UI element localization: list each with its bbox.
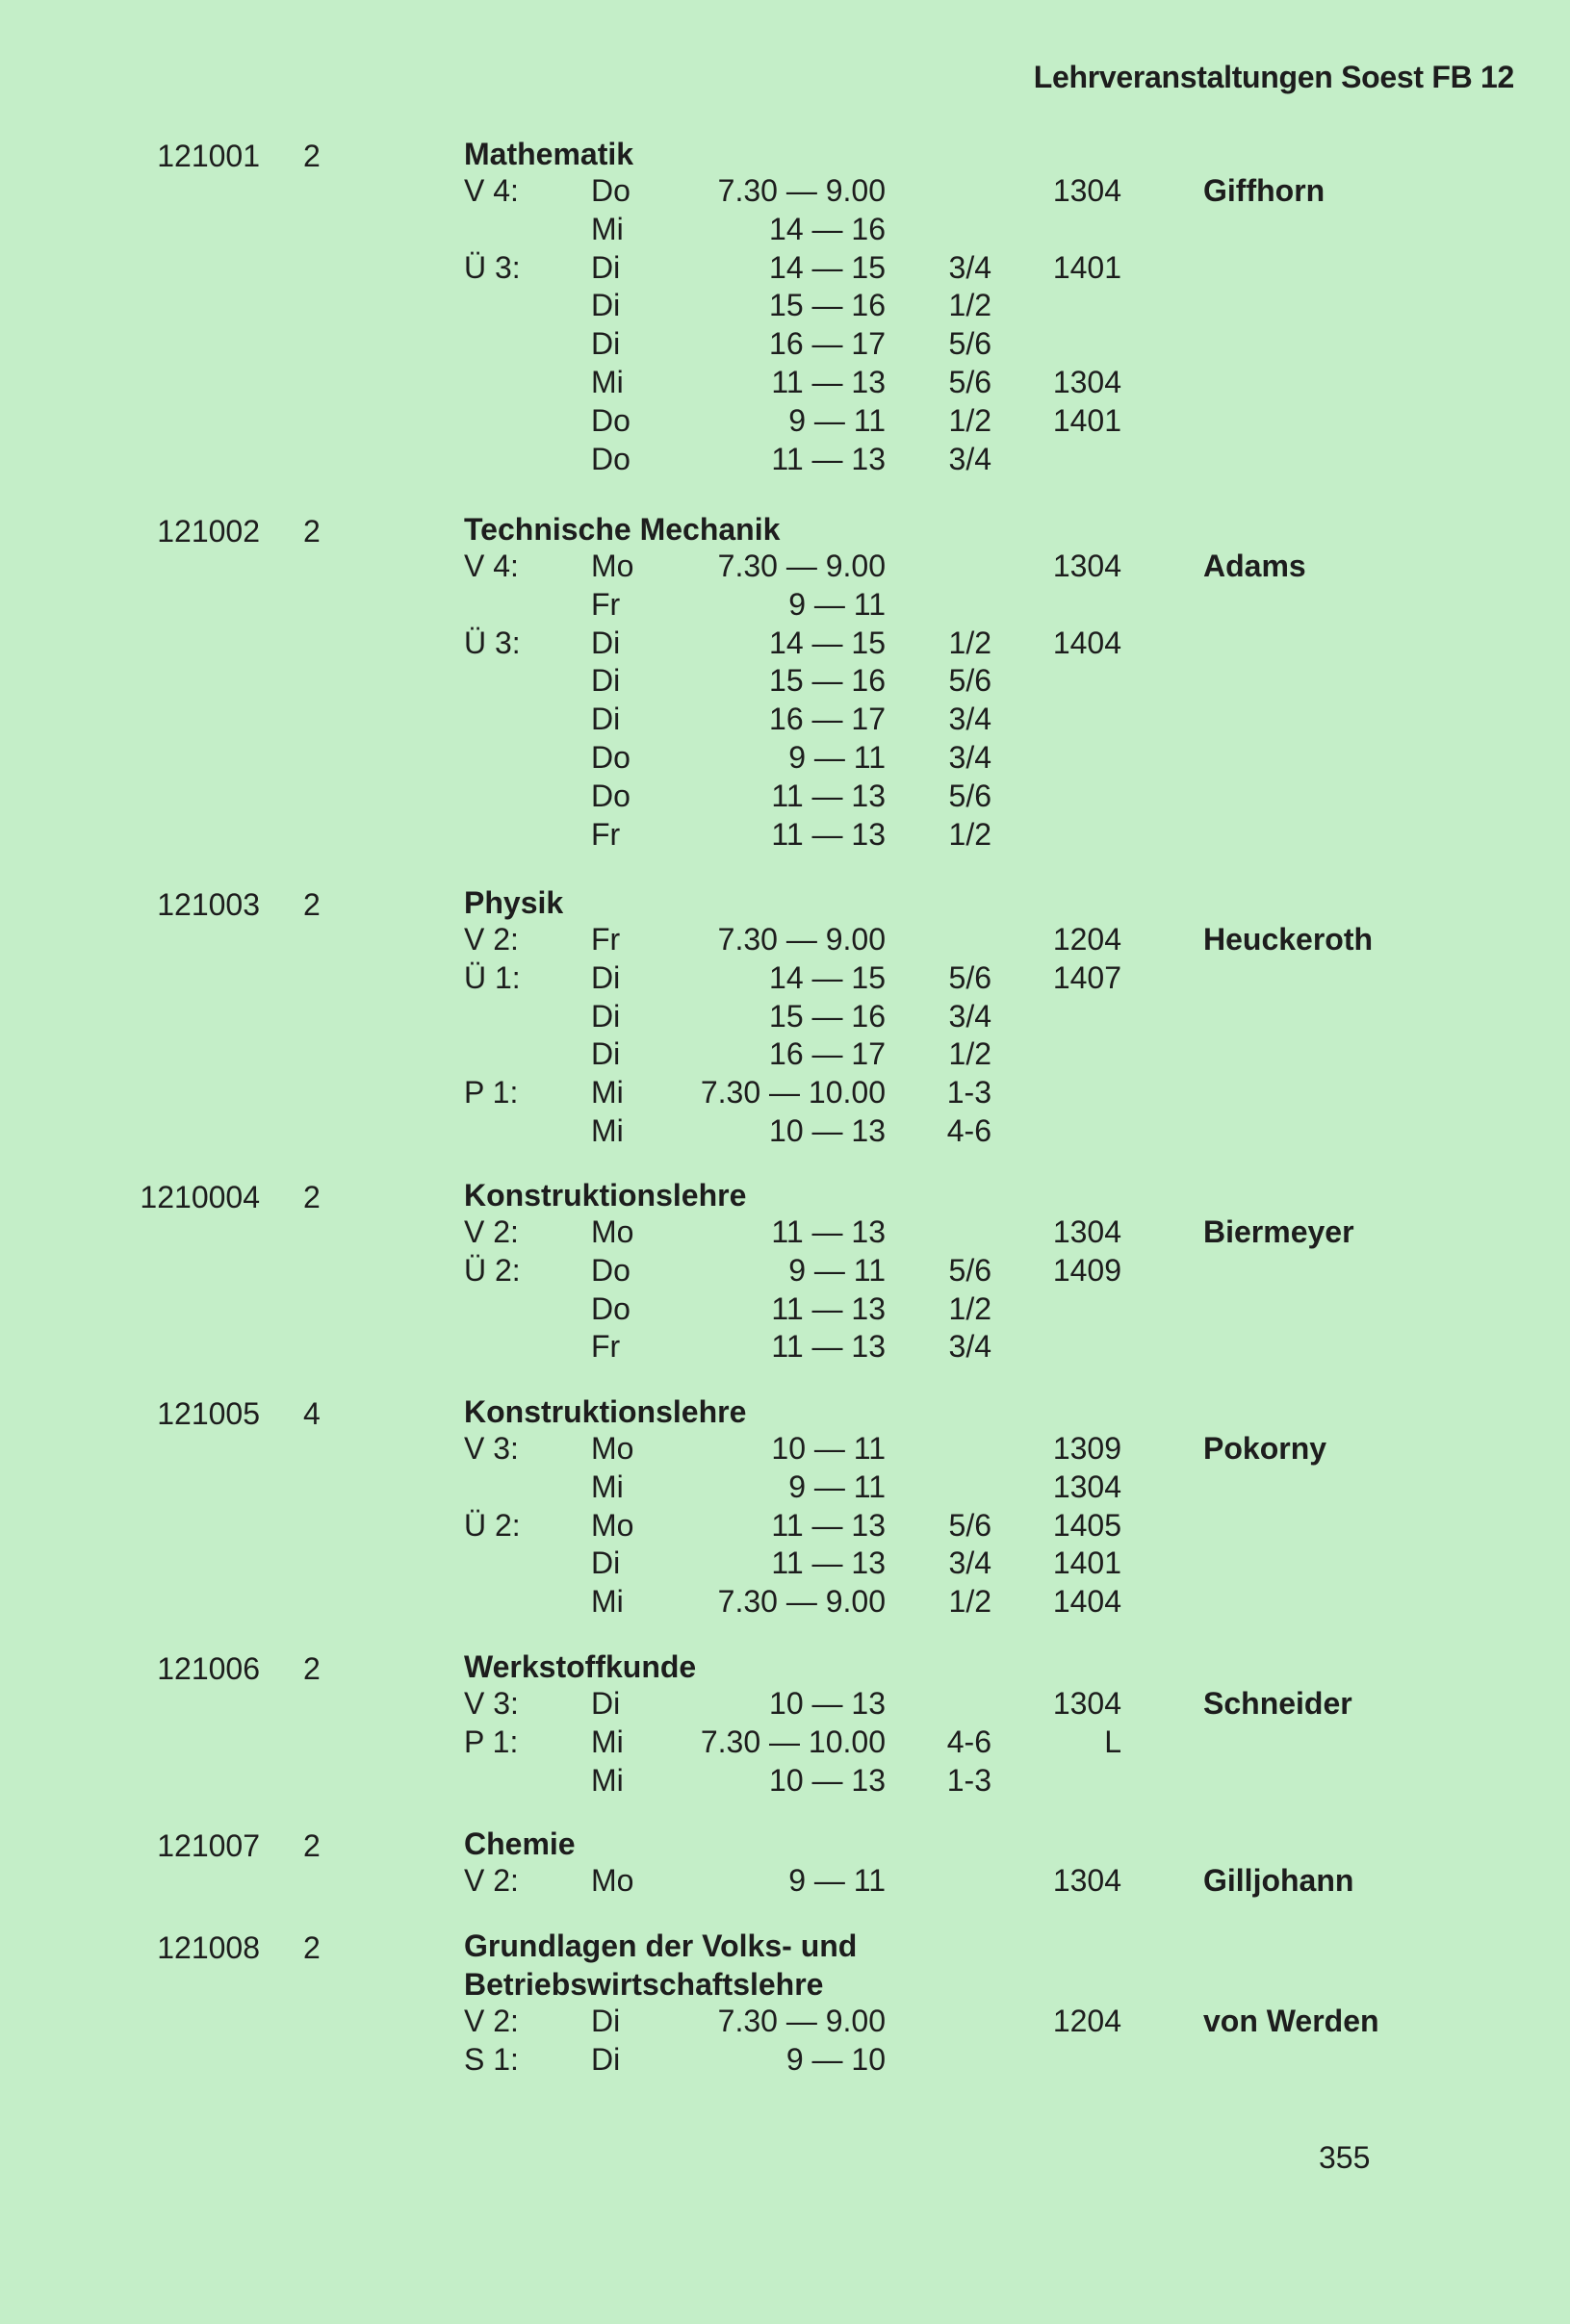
weekday: Do <box>591 441 631 476</box>
schedule-row <box>0 1329 1570 1367</box>
time-slot: 14 — 15 <box>769 249 886 285</box>
schedule-row <box>0 326 1570 365</box>
time-slot: 7.30 — 9.00 <box>717 1584 886 1620</box>
group-number: 5/6 <box>948 959 991 995</box>
schedule-row <box>0 2004 1570 2042</box>
session-type: Ü 3: <box>464 625 521 660</box>
time-slot: 15 — 16 <box>769 663 886 699</box>
schedule-row <box>0 2042 1570 2081</box>
schedule-row <box>0 702 1570 740</box>
time-slot: 7.30 — 10.00 <box>700 1075 886 1111</box>
weekday: Do <box>591 402 631 438</box>
weekday: Di <box>591 288 621 323</box>
time-slot: 7.30 — 9.00 <box>717 549 886 583</box>
time-slot: 7.30 — 9.00 <box>717 173 886 208</box>
course-title: Physik <box>464 885 564 920</box>
session-type: V 3: <box>464 1686 519 1721</box>
time-slot: 9 — 11 <box>788 402 886 438</box>
weekday: Mi <box>591 1584 624 1620</box>
schedule-row <box>0 817 1570 856</box>
page-header: Lehrveranstaltungen Soest FB 12 <box>1033 60 1514 94</box>
schedule-row <box>0 1508 1570 1546</box>
schedule-row <box>0 1763 1570 1801</box>
weekday: Fr <box>591 816 621 852</box>
weekday: Mi <box>591 1762 624 1798</box>
weekday: Di <box>591 1545 621 1581</box>
weekday: Mo <box>591 1431 634 1466</box>
time-slot: 11 — 13 <box>771 1214 886 1249</box>
weekday: Mo <box>591 549 634 583</box>
schedule-row <box>0 212 1570 250</box>
schedule-row <box>0 1291 1570 1330</box>
session-type: S 1: <box>464 2041 519 2077</box>
course-credits: 2 <box>303 139 321 173</box>
session-type: V 4: <box>464 173 519 208</box>
time-slot: 9 — 11 <box>788 1252 886 1288</box>
weekday: Do <box>591 740 631 775</box>
session-type: Ü 1: <box>464 959 521 995</box>
time-slot: 7.30 — 9.00 <box>717 922 886 957</box>
course-title: Werkstoffkunde <box>464 1649 697 1684</box>
schedule-row <box>0 740 1570 779</box>
time-slot: 10 — 11 <box>771 1431 886 1466</box>
schedule-row <box>0 922 1570 960</box>
weekday: Mi <box>591 365 624 399</box>
group-number: 1/2 <box>948 1584 991 1620</box>
course-title: Konstruktionslehre <box>464 1394 747 1429</box>
time-slot: 9 — 10 <box>785 2041 886 2077</box>
time-slot: 11 — 13 <box>771 778 886 813</box>
weekday: Do <box>591 1252 631 1288</box>
time-slot: 9 — 11 <box>788 740 886 775</box>
schedule-row <box>0 288 1570 326</box>
course-credits: 2 <box>303 1930 321 1965</box>
time-slot: 14 — 15 <box>769 959 886 995</box>
session-type: V 2: <box>464 922 519 957</box>
group-number: 5/6 <box>948 365 991 399</box>
time-slot: 16 — 17 <box>769 1036 886 1072</box>
weekday: Do <box>591 1290 631 1326</box>
schedule-row <box>0 1686 1570 1724</box>
time-slot: 14 — 16 <box>769 211 886 246</box>
lecturer-name: Biermeyer <box>1203 1214 1354 1249</box>
weekday: Fr <box>591 1329 621 1365</box>
schedule-row <box>0 1469 1570 1508</box>
lecturer-name: von Werden <box>1203 2004 1379 2038</box>
room-number: 1304 <box>1052 365 1121 399</box>
room-number: 1304 <box>1052 1863 1121 1898</box>
lecturer-name: Pokorny <box>1203 1431 1327 1466</box>
time-slot: 15 — 16 <box>769 288 886 323</box>
session-type: V 2: <box>464 2004 519 2038</box>
room-number: 1401 <box>1052 402 1121 438</box>
schedule-row <box>0 1036 1570 1075</box>
group-number: 1/2 <box>948 1290 991 1326</box>
course-title: Technische Mechanik <box>464 512 781 547</box>
weekday: Mi <box>591 1468 624 1504</box>
room-number: 1409 <box>1052 1252 1121 1288</box>
group-number: 5/6 <box>948 663 991 699</box>
course-credits: 2 <box>303 1651 321 1686</box>
page-number: 355 <box>1319 2140 1371 2175</box>
time-slot: 9 — 11 <box>788 586 886 622</box>
room-number: 1405 <box>1052 1507 1121 1543</box>
time-slot: 11 — 13 <box>771 816 886 852</box>
schedule-row <box>0 587 1570 626</box>
course-number: 121002 <box>157 514 260 549</box>
group-number: 4-6 <box>946 1724 991 1759</box>
time-slot: 16 — 17 <box>769 326 886 362</box>
time-slot: 10 — 13 <box>769 1762 886 1798</box>
time-slot: 9 — 11 <box>788 1863 886 1898</box>
session-type: V 2: <box>464 1863 519 1898</box>
group-number: 1/2 <box>948 816 991 852</box>
time-slot: 7.30 — 10.00 <box>700 1724 886 1759</box>
weekday: Mi <box>591 1113 624 1148</box>
lecturer-name: Adams <box>1203 549 1306 583</box>
room-number: 1204 <box>1052 922 1121 957</box>
course-credits: 2 <box>303 514 321 549</box>
room-number: 1401 <box>1052 1545 1121 1581</box>
course-credits: 4 <box>303 1396 321 1431</box>
schedule-row <box>0 365 1570 403</box>
weekday: Di <box>591 1686 621 1721</box>
lecturer-name: Heuckeroth <box>1203 922 1374 957</box>
session-type: Ü 3: <box>464 249 521 285</box>
weekday: Fr <box>591 922 621 957</box>
room-number: 1404 <box>1052 625 1121 660</box>
schedule-row <box>0 960 1570 999</box>
course-number: 121008 <box>157 1930 260 1965</box>
weekday: Di <box>591 998 621 1034</box>
schedule-row <box>0 403 1570 442</box>
room-number: 1407 <box>1052 959 1121 995</box>
schedule-row <box>0 663 1570 702</box>
schedule-row <box>0 1214 1570 1253</box>
course-number: 121007 <box>157 1828 260 1863</box>
session-type: V 3: <box>464 1431 519 1466</box>
weekday: Mo <box>591 1214 634 1249</box>
schedule-row <box>0 173 1570 212</box>
weekday: Di <box>591 702 621 737</box>
time-slot: 11 — 13 <box>771 1290 886 1326</box>
schedule-row <box>0 999 1570 1037</box>
course-number: 1210004 <box>140 1180 260 1214</box>
group-number: 3/4 <box>948 702 991 737</box>
group-number: 5/6 <box>948 1507 991 1543</box>
time-slot: 9 — 11 <box>788 1468 886 1504</box>
schedule-row <box>0 1113 1570 1152</box>
time-slot: 11 — 13 <box>771 1545 886 1581</box>
lecturer-name: Gilljohann <box>1203 1863 1354 1898</box>
schedule-row <box>0 779 1570 817</box>
group-number: 3/4 <box>948 441 991 476</box>
course-credits: 2 <box>303 1828 321 1863</box>
group-number: 3/4 <box>948 1545 991 1581</box>
schedule-row <box>0 1863 1570 1902</box>
room-number: 1404 <box>1052 1584 1121 1620</box>
course-title: Chemie <box>464 1826 576 1861</box>
schedule-row <box>0 1075 1570 1113</box>
course-number: 121006 <box>157 1651 260 1686</box>
lecturer-name: Giffhorn <box>1203 173 1325 208</box>
time-slot: 11 — 13 <box>771 365 886 399</box>
room-number: 1304 <box>1052 173 1121 208</box>
weekday: Mo <box>591 1863 634 1898</box>
schedule-row <box>0 549 1570 587</box>
time-slot: 14 — 15 <box>769 625 886 660</box>
session-type: Ü 2: <box>464 1507 521 1543</box>
weekday: Mi <box>591 1075 624 1111</box>
time-slot: 11 — 13 <box>771 1507 886 1543</box>
weekday: Di <box>591 2041 621 2077</box>
time-slot: 10 — 13 <box>769 1686 886 1721</box>
course-number: 121001 <box>157 139 260 173</box>
weekday: Di <box>591 249 621 285</box>
group-number: 3/4 <box>948 1329 991 1365</box>
group-number: 5/6 <box>948 326 991 362</box>
room-number: 1401 <box>1052 249 1121 285</box>
weekday: Mi <box>591 211 624 246</box>
course-number: 121005 <box>157 1396 260 1431</box>
group-number: 1-3 <box>946 1762 991 1798</box>
schedule-row <box>0 442 1570 480</box>
weekday: Mo <box>591 1507 634 1543</box>
group-number: 4-6 <box>946 1113 991 1148</box>
schedule-row <box>0 1724 1570 1763</box>
time-slot: 11 — 13 <box>771 1329 886 1365</box>
schedule-row <box>0 1253 1570 1291</box>
course-title: Konstruktionslehre <box>464 1178 747 1213</box>
room-number: 1204 <box>1052 2004 1121 2038</box>
weekday: Di <box>591 326 621 362</box>
weekday: Di <box>591 2004 621 2038</box>
room-number: 1304 <box>1052 549 1121 583</box>
group-number: 1-3 <box>946 1075 991 1111</box>
time-slot: 11 — 13 <box>771 441 886 476</box>
weekday: Do <box>591 778 631 813</box>
schedule-row <box>0 1584 1570 1622</box>
session-type: V 4: <box>464 549 519 583</box>
group-number: 3/4 <box>948 740 991 775</box>
schedule-row <box>0 626 1570 664</box>
weekday: Di <box>591 959 621 995</box>
time-slot: 10 — 13 <box>769 1113 886 1148</box>
weekday: Do <box>591 173 631 208</box>
session-type: V 2: <box>464 1214 519 1249</box>
weekday: Di <box>591 663 621 699</box>
session-type: Ü 2: <box>464 1252 521 1288</box>
course-number: 121003 <box>157 887 260 922</box>
group-number: 1/2 <box>948 1036 991 1072</box>
group-number: 3/4 <box>948 249 991 285</box>
weekday: Di <box>591 1036 621 1072</box>
group-number: 5/6 <box>948 778 991 813</box>
course-credits: 2 <box>303 887 321 922</box>
room-number: 1304 <box>1052 1214 1121 1249</box>
time-slot: 7.30 — 9.00 <box>717 2004 886 2038</box>
schedule-row <box>0 1431 1570 1469</box>
lecturer-name: Schneider <box>1203 1686 1352 1721</box>
session-type: P 1: <box>464 1075 519 1111</box>
schedule-row <box>0 1545 1570 1584</box>
group-number: 1/2 <box>948 288 991 323</box>
weekday: Di <box>591 625 621 660</box>
group-number: 1/2 <box>948 625 991 660</box>
course-title: Grundlagen der Volks- und Betriebswirtschaftslehre <box>464 1928 858 2002</box>
time-slot: 16 — 17 <box>769 702 886 737</box>
room-number: 1304 <box>1052 1468 1121 1504</box>
course-title: Mathematik <box>464 137 634 171</box>
group-number: 3/4 <box>948 998 991 1034</box>
group-number: 5/6 <box>948 1252 991 1288</box>
weekday: Mi <box>591 1724 624 1759</box>
room-number: 1304 <box>1052 1686 1121 1721</box>
weekday: Fr <box>591 586 621 622</box>
room-number: L <box>1104 1724 1121 1759</box>
group-number: 1/2 <box>948 402 991 438</box>
session-type: P 1: <box>464 1724 519 1759</box>
room-number: 1309 <box>1052 1431 1121 1466</box>
schedule-row <box>0 250 1570 289</box>
course-credits: 2 <box>303 1180 321 1214</box>
time-slot: 15 — 16 <box>769 998 886 1034</box>
